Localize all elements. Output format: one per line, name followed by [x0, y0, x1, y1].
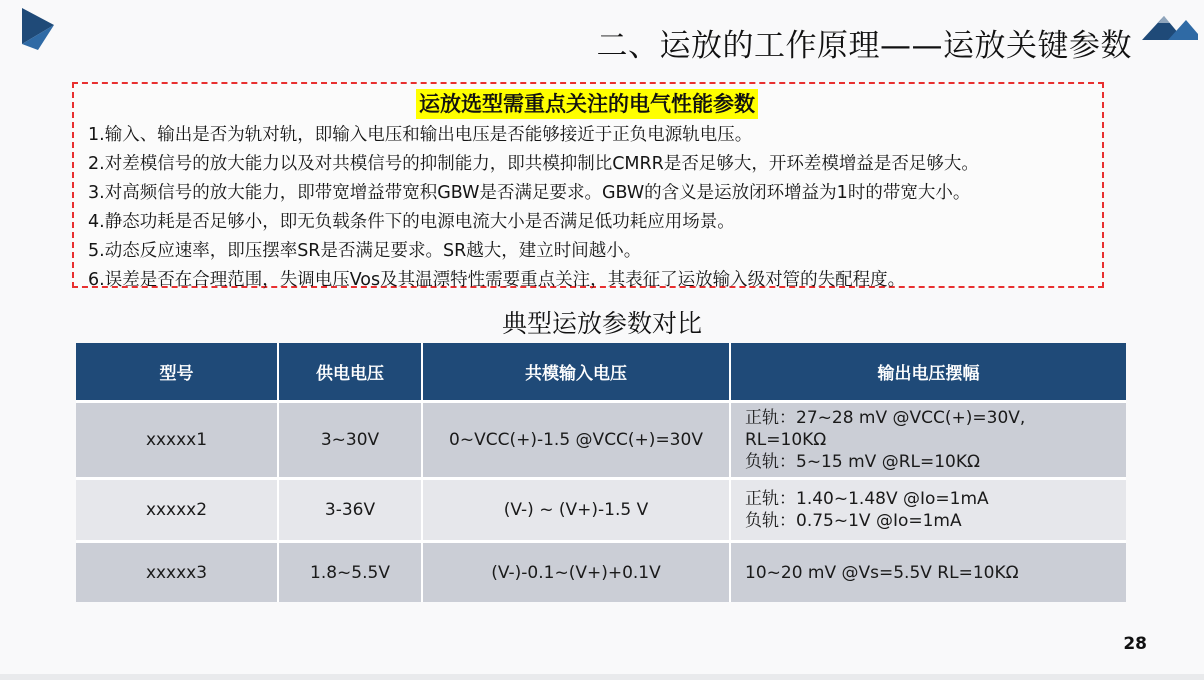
cell-output-swing	[730, 479, 1126, 542]
parameter-item: 5.动态反应速率，即压摆率SR是否满足要求。SR越大，建立时间越小。	[88, 241, 642, 261]
cell-model: xxxxx2	[76, 479, 278, 542]
parameter-item: 6.误差是否在合理范围，失调电压Vos及其温漂特性需要重点关注，其表征了运放输入级对管的失配程度。	[88, 270, 906, 290]
parameter-item: 4.静态功耗是否足够小，即无负载条件下的电源电流大小是否满足低功耗应用场景。	[88, 212, 735, 232]
key-parameters-callout	[72, 82, 1104, 288]
bottom-divider	[0, 674, 1204, 680]
cell-output-swing	[730, 542, 1126, 603]
cell-supply: 1.8~5.5V	[278, 542, 422, 603]
cell-output-swing	[730, 402, 1126, 479]
table-row	[76, 402, 1126, 479]
column-header-common-mode: 共模输入电压	[422, 343, 730, 402]
comparison-heading: 典型运放参数对比	[501, 309, 702, 338]
logo-triangle-icon	[22, 8, 54, 50]
swing-line: 正轨：1.40~1.48V @Io=1mA	[745, 489, 989, 509]
parameter-item: 2.对差模信号的放大能力以及对共模信号的抑制能力，即共模抑制比CMRR是否足够大，开环差模增益是否足够大。	[88, 154, 979, 174]
page-number: 28	[1123, 634, 1147, 654]
swing-line: RL=10KΩ	[745, 430, 827, 450]
swing-line: 10~20 mV @Vs=5.5V RL=10KΩ	[745, 562, 1019, 583]
column-header-model: 型号	[76, 343, 278, 402]
swing-line: 负轨：5~15 mV @RL=10KΩ	[745, 452, 980, 472]
cell-model: xxxxx3	[76, 542, 278, 603]
cell-model: xxxxx1	[76, 402, 278, 479]
swing-line: 正轨：27~28 mV @VCC(+)=30V,	[745, 408, 1026, 428]
logo-mountains-icon	[1142, 10, 1198, 40]
column-header-supply: 供电电压	[278, 343, 422, 402]
table-header-row	[76, 343, 1126, 402]
opamp-comparison-table	[76, 343, 1126, 602]
cell-supply: 3-36V	[278, 479, 422, 542]
cell-supply: 3~30V	[278, 402, 422, 479]
column-header-output-swing: 输出电压摆幅	[730, 343, 1126, 402]
parameter-item: 1.输入、输出是否为轨对轨，即输入电压和输出电压是否能够接近于正负电源轨电压。	[88, 125, 753, 145]
slide-title: 二、运放的工作原理——运放关键参数	[596, 28, 1132, 64]
cell-common-mode: (V-)-0.1~(V+)+0.1V	[422, 542, 730, 603]
cell-common-mode: 0~VCC(+)-1.5 @VCC(+)=30V	[422, 402, 730, 479]
parameter-list	[88, 121, 1096, 295]
parameter-item: 3.对高频信号的放大能力，即带宽增益带宽积GBW是否满足要求。GBW的含义是运放闭环增益为1时的带宽大小。	[88, 183, 971, 203]
table-row	[76, 479, 1126, 542]
cell-common-mode: (V-) ~ (V+)-1.5 V	[422, 479, 730, 542]
callout-title: 运放选型需重点关注的电气性能参数	[416, 89, 758, 119]
table-row	[76, 542, 1126, 603]
swing-line: 负轨：0.75~1V @Io=1mA	[745, 511, 962, 531]
